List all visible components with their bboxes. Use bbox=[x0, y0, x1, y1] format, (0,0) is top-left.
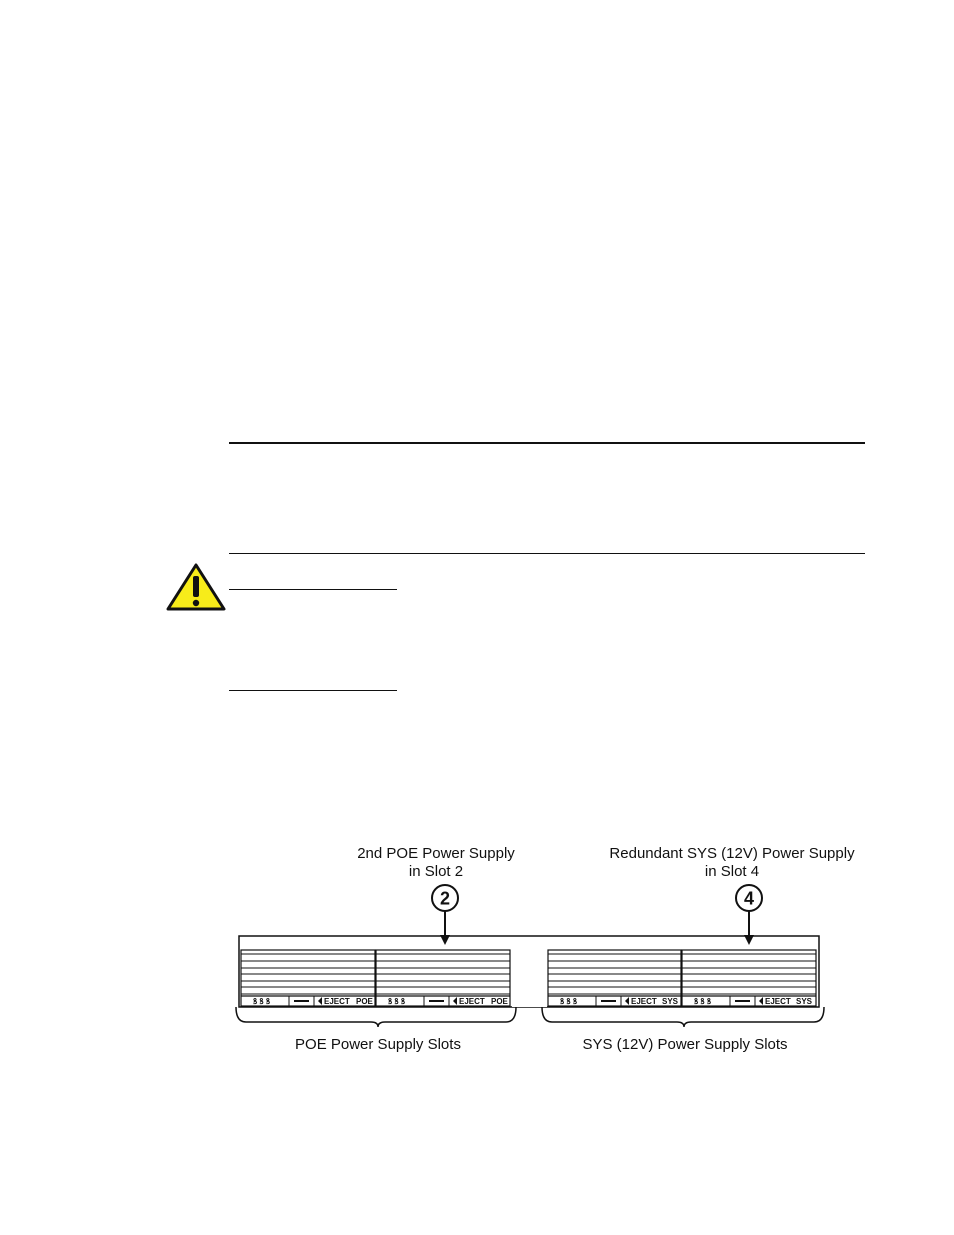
caution-rule-top bbox=[229, 589, 397, 590]
callout-2-arrow bbox=[440, 911, 450, 945]
section-rule-top bbox=[229, 442, 865, 444]
section-rule-bottom bbox=[229, 553, 865, 554]
callout-2-marker bbox=[432, 885, 458, 911]
callout-4-label-line2: in Slot 4 bbox=[704, 863, 760, 880]
callout-2-number: 2 bbox=[439, 888, 451, 909]
poe-slots-bracket bbox=[236, 1007, 516, 1027]
sys-slots-label: SYS (12V) Power Supply Slots bbox=[582, 1036, 788, 1053]
callout-2-label-line1: 2nd POE Power Supply bbox=[357, 845, 515, 862]
sys-slots-bracket bbox=[542, 1007, 824, 1027]
slot-3-type-label: SYS bbox=[662, 997, 679, 1006]
power-supply-slot-3 bbox=[548, 950, 681, 1006]
warning-triangle-icon bbox=[165, 562, 227, 612]
slot-1-type-label: POE bbox=[356, 997, 373, 1006]
power-supply-diagram bbox=[0, 830, 954, 1090]
caution-rule-bottom bbox=[229, 690, 397, 691]
callout-4-arrow bbox=[744, 911, 754, 945]
power-supply-slot-1 bbox=[241, 950, 375, 1006]
power-supply-slot-4 bbox=[682, 950, 816, 1006]
callout-4-marker bbox=[736, 885, 762, 911]
slot-2-eject-label: EJECT bbox=[459, 997, 485, 1006]
callout-2-label-line2: in Slot 2 bbox=[408, 863, 464, 880]
slot-4-type-label: SYS bbox=[796, 997, 813, 1006]
slot-4-leds: ꝸ ꝸ ꝸ bbox=[694, 997, 712, 1006]
slot-1-eject-label: EJECT bbox=[324, 997, 350, 1006]
slot-2-leds: ꝸ ꝸ ꝸ bbox=[388, 997, 406, 1006]
poe-slots-label: POE Power Supply Slots bbox=[295, 1036, 461, 1053]
slot-2-type-label: POE bbox=[491, 997, 508, 1006]
slot-3-leds: ꝸ ꝸ ꝸ bbox=[560, 997, 578, 1006]
slot-4-eject-label: EJECT bbox=[765, 997, 791, 1006]
callout-4-label-line1: Redundant SYS (12V) Power Supply bbox=[609, 845, 855, 862]
slot-3-eject-label: EJECT bbox=[631, 997, 657, 1006]
callout-4-number: 4 bbox=[743, 888, 755, 909]
chassis-gap bbox=[512, 949, 547, 1007]
slot-1-leds: ꝸ ꝸ ꝸ bbox=[253, 997, 271, 1006]
power-supply-slot-2 bbox=[376, 950, 510, 1006]
